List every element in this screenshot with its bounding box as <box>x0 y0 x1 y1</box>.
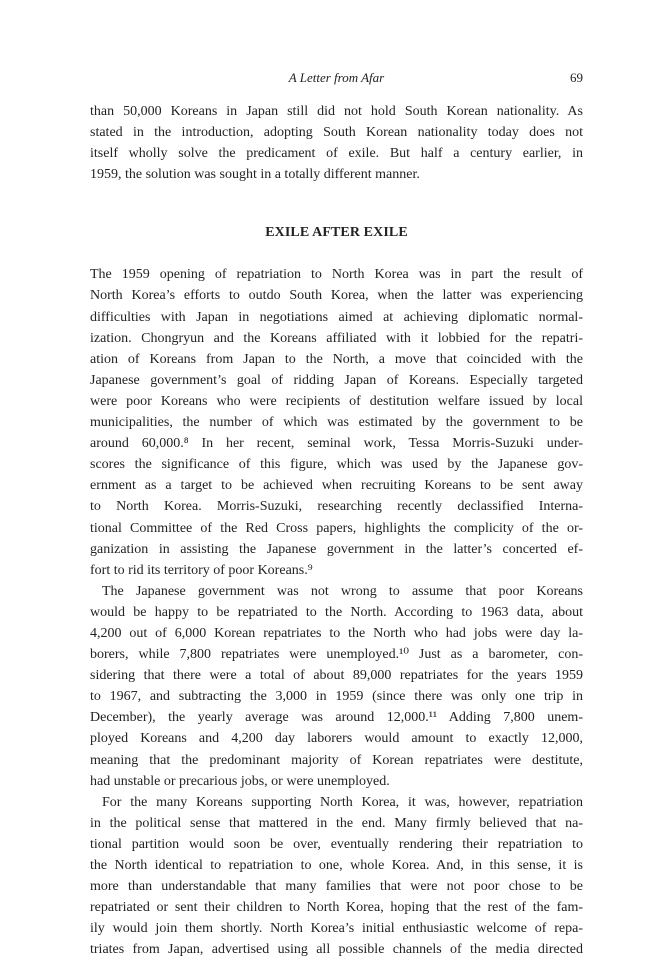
page-number: 69 <box>570 70 583 85</box>
body-text <box>90 101 583 960</box>
text-line: 4,200 out of 6,000 Korean repatriates to the North who had jobs were day la- <box>90 625 583 641</box>
text-line: stated in the introduction, adopting South Korean nationality today does not <box>90 125 583 141</box>
text-line: in the political sense that mattered in the end. Many firmly believed that na- <box>90 815 583 831</box>
text-line: fort to rid its territory of poor Koreans.⁹ <box>90 562 313 578</box>
running-title: A Letter from Afar <box>288 70 385 85</box>
text-line: 1959, the solution was sought in a totally different manner. <box>90 167 420 183</box>
text-line: around 60,000.⁸ In her recent, seminal work, Tessa Morris-Suzuki under- <box>90 436 583 452</box>
text-line: The Japanese government was not wrong to assume that poor Koreans <box>102 583 583 599</box>
text-line: ation of Koreans from Japan to the North, a move that coincided with the <box>90 351 583 367</box>
paragraph <box>90 264 583 580</box>
text-line: tional Committee of the Red Cross papers, highlights the complicity of the or- <box>90 520 583 536</box>
text-line: North Korea’s efforts to outdo South Korea, when the latter was experiencing <box>90 288 583 304</box>
text-line: repatriated or sent their children to North Korea, hoping that the rest of the fam- <box>90 900 583 916</box>
paragraph <box>90 101 583 185</box>
text-line: difficulties with Japan in negotiations aimed at achieving diplomatic normal- <box>90 309 583 325</box>
text-line: scores the significance of this figure, which was used by the Japanese gov- <box>90 457 583 473</box>
text-line: were poor Koreans who were recipients of destitution welfare issued by local <box>90 393 583 409</box>
text-line: The 1959 opening of repatriation to North Korea was in part the result of <box>90 267 583 283</box>
text-line: December), the yearly average was around 12,000.¹¹ Adding 7,800 unem- <box>90 710 583 726</box>
text-line: would be happy to be repatriated to the North. According to 1963 data, about <box>90 604 583 620</box>
text-line: had unstable or precarious jobs, or were unemployed. <box>90 773 390 789</box>
text-line: than 50,000 Koreans in Japan still did not hold South Korean nationality. As <box>90 104 583 119</box>
text-line: triates from Japan, advertised using all possible channels of the media directed <box>90 942 583 958</box>
paragraph <box>90 581 583 792</box>
text-line: For the many Koreans supporting North Korea, it was, however, repatriation <box>102 794 583 810</box>
text-line: meaning that the predominant majority of Korean repatriates were destitute, <box>90 752 583 768</box>
text-line: ily would join them shortly. North Korea’s initial enthusiastic welcome of repa- <box>90 921 583 937</box>
text-line: ganization in assisting the Japanese government in the latter’s concerted ef- <box>90 541 583 557</box>
text-line: to North Korea. Morris-Suzuki, researching recently declassified Interna- <box>90 499 583 515</box>
text-line: Japanese government’s goal of ridding Japan of Koreans. Especially targeted <box>90 372 583 388</box>
text-line: to 1967, and subtracting the 3,000 in 1959 (since there was only one trip in <box>90 689 583 705</box>
text-line: sidering that there were a total of about 89,000 repatriates for the years 1959 <box>90 668 583 684</box>
text-line: tional partition would soon be over, eventually rendering their repatriation to <box>90 836 583 852</box>
text-line: more than understandable that many families that were not poor chose to be <box>90 879 583 895</box>
paragraph <box>90 792 583 961</box>
section-heading: EXILE AFTER EXILE <box>265 225 408 241</box>
text-line: municipalities, the number of which was estimated by the government to be <box>90 415 583 431</box>
text-line: ernment as a target to be achieved when recruiting Koreans to be sent away <box>90 478 583 494</box>
text-line: borers, while 7,800 repatriates were unemployed.¹⁰ Just as a barometer, con- <box>90 647 583 663</box>
running-head <box>90 70 583 86</box>
text-line: itself wholly solve the predicament of exile. But half a century earlier, in <box>90 146 583 162</box>
text-line: the North identical to repatriation to one, whole Korea. And, in this sense, it is <box>90 858 583 873</box>
text-line: ization. Chongryun and the Koreans affiliated with it lobbied for the repatri- <box>90 330 583 346</box>
text-line: ployed Koreans and 4,200 day laborers would amount to exactly 12,000, <box>90 731 583 747</box>
